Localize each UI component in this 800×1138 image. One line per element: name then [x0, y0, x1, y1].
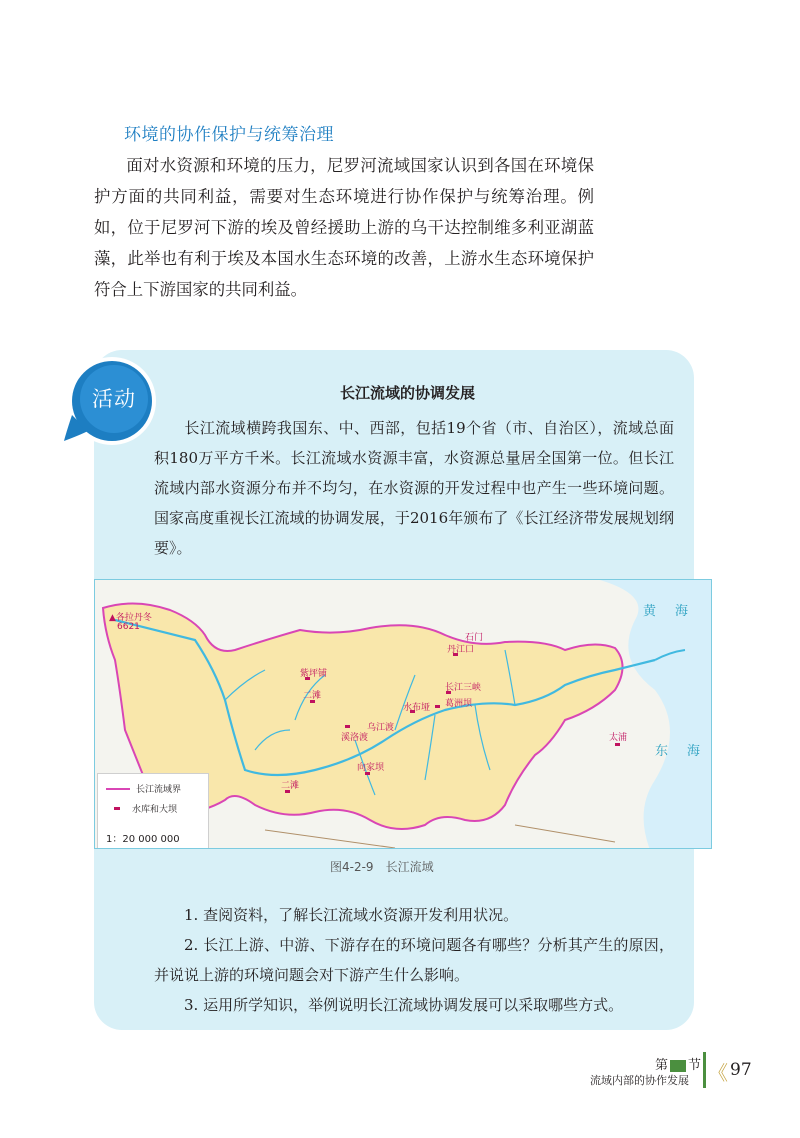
question-1 [154, 900, 674, 930]
label-dam-zipingpu: 紫坪铺 [300, 669, 328, 679]
activity-title: 长江流域的协调发展 [340, 384, 476, 402]
boundary-line-icon [106, 788, 130, 790]
label-peak: ▲各拉丹冬 [109, 613, 152, 623]
activity-badge-label: 活动 [92, 387, 136, 411]
footer-subtitle: 流域内部的协作发展 [590, 1074, 689, 1087]
label-dam-xiluodu: 溪洛渡 [341, 733, 369, 743]
footer-section [655, 1054, 701, 1073]
footer-divider [703, 1052, 706, 1088]
label-dam-sanxia: 长江三峡 [445, 683, 482, 693]
label-dam-ertan-2: 二滩 [281, 781, 300, 791]
question-3 [154, 990, 674, 1020]
yangtze-basin-map [94, 579, 712, 849]
map-legend [97, 773, 209, 849]
label-dam-shimen: 石门 [465, 633, 484, 643]
label-dam-gezhouba: 葛洲坝 [445, 699, 473, 709]
dam-square-icon [114, 807, 120, 810]
footer-section-suffix: 节 [688, 1058, 702, 1073]
label-sea-east: 东 [655, 744, 669, 759]
label-sea-yellow-2: 海 [675, 604, 689, 619]
intro-paragraph [94, 150, 594, 305]
legend-dam: 水库和大坝 [132, 805, 178, 815]
page-number: 97 [730, 1060, 752, 1080]
label-dam-ertan: 二滩 [303, 691, 322, 701]
activity-text: 长江流域横跨我国东、中、西部，包括19个省（市、自治区），流域总面积180万平方千米。长江流域水资源丰富，水资源总量居全国第一位。但长江流域内部水资源分布并不均匀，在水资源的开发过程中也产生一些环境问题。国家高度重视长江流域的协调发展，于2016年颁布了《长江经济带发展规划纲要》。 [154, 419, 674, 557]
legend-scale: 1：20 000 000 [106, 834, 180, 845]
label-dam-wujiangdu: 乌江渡 [367, 723, 395, 733]
section-number-box [670, 1060, 686, 1072]
section-title: 环境的协作保护与统筹治理 [124, 125, 334, 145]
map-caption: 图4-2-9 长江流域 [330, 860, 434, 874]
label-dam-shuibuya: 水布垭 [403, 703, 431, 713]
question-1-text: 1. 查阅资料，了解长江流域水资源开发利用状况。 [184, 906, 519, 924]
question-2-text: 2. 长江上游、中游、下游存在的环境问题各有哪些？分析其产生的原因，并说说上游的环境问题会对下游产生什么影响。 [154, 936, 674, 984]
legend-boundary: 长江流域界 [136, 785, 182, 795]
label-dam-xiangjiaba: 向家坝 [357, 763, 385, 773]
label-sea-yellow: 黄 [643, 604, 657, 619]
question-2 [154, 930, 674, 990]
question-3-text: 3. 运用所学知识，举例说明长江流域协调发展可以采取哪些方式。 [184, 996, 624, 1014]
footer-section-prefix: 第 [655, 1058, 669, 1073]
label-peak-height: 6621 [117, 622, 140, 632]
activity-paragraph [154, 413, 674, 563]
label-sea-east-2: 海 [687, 744, 701, 759]
label-dam-danjiangkou: 丹江口 [447, 645, 475, 655]
intro-text: 面对水资源和环境的压力，尼罗河流域国家认识到各国在环境保护方面的共同利益，需要对生态环境进行协作保护与统筹治理。例如，位于尼罗河下游的埃及曾经援助上游的乌干达控制维多利亚湖蓝藻，此举也有利于埃及本国水生态环境的改善，上游水生态环境保护符合上下游国家的共同利益。 [94, 156, 594, 299]
footer-chevron-icon: 《 [708, 1061, 728, 1085]
label-dam-taipu: 太浦 [609, 733, 628, 743]
